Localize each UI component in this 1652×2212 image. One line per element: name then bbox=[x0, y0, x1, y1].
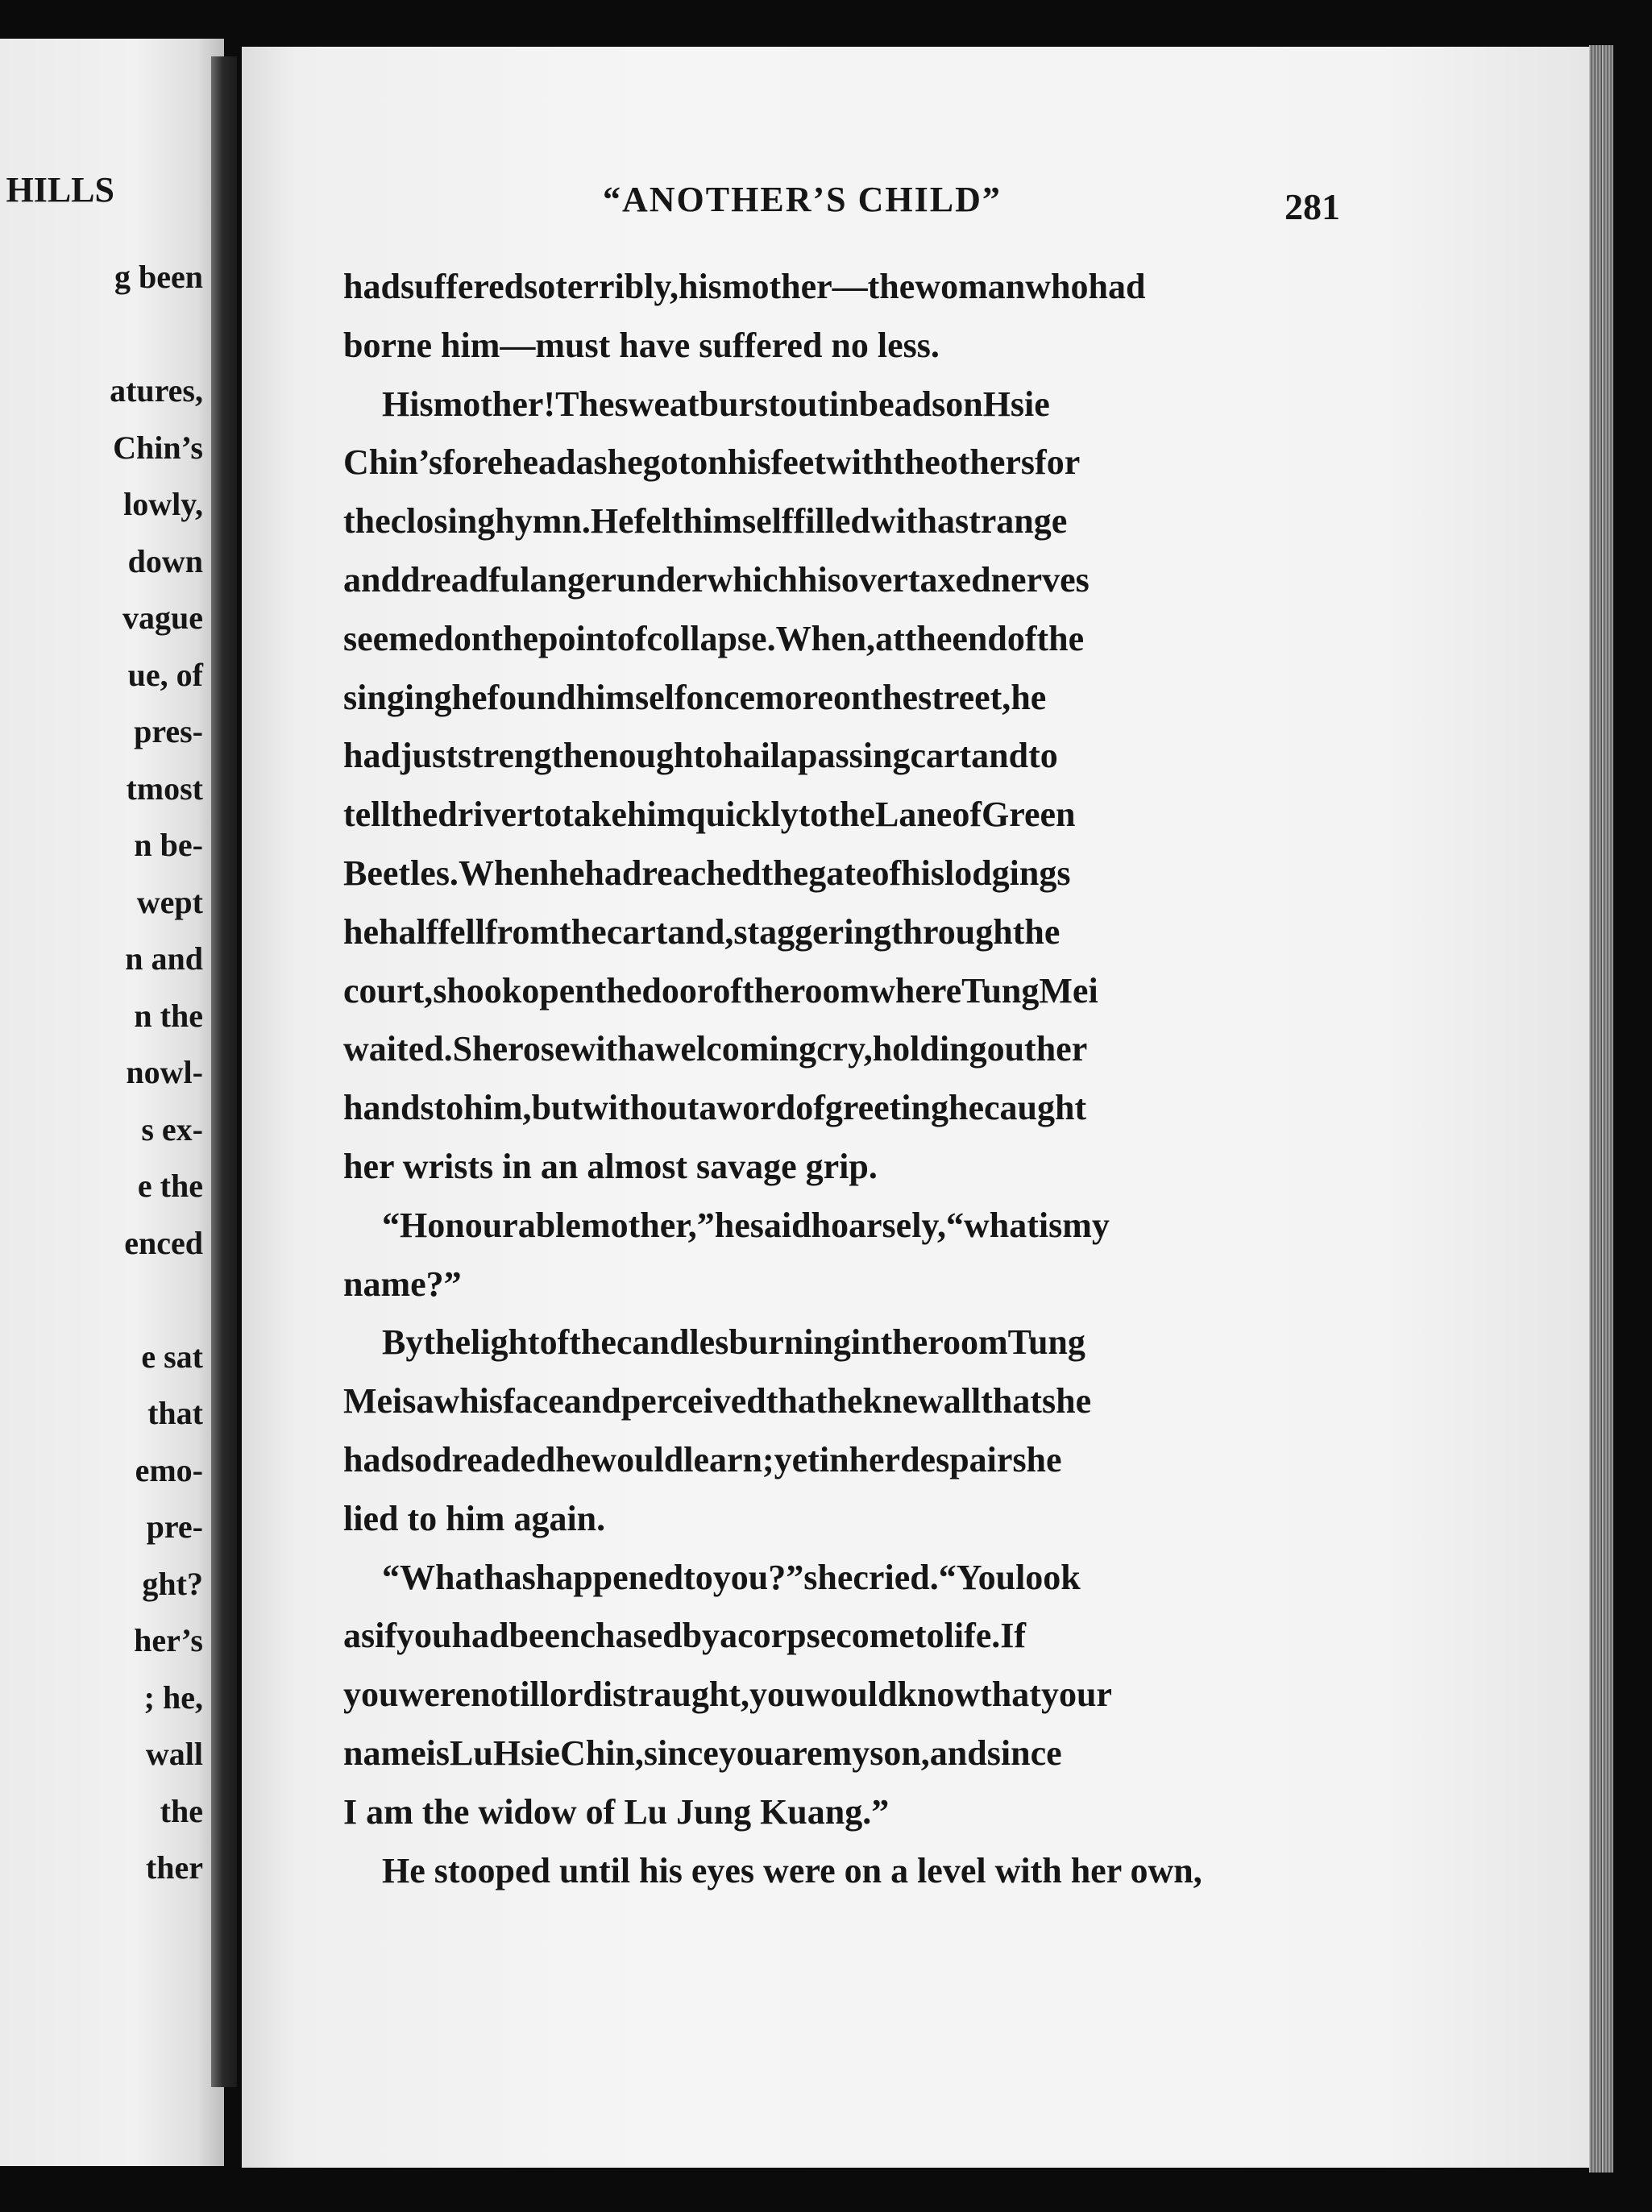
word: once bbox=[686, 677, 756, 717]
body-line bbox=[343, 1377, 1091, 1426]
left-page-line: n be- bbox=[134, 827, 203, 863]
word: yet bbox=[774, 1440, 820, 1480]
word: staggering bbox=[733, 911, 891, 952]
word: not bbox=[471, 1675, 521, 1715]
word: reached bbox=[641, 853, 762, 893]
word: a bbox=[699, 1088, 717, 1128]
word: in bbox=[850, 1322, 881, 1363]
left-page-line: pres- bbox=[134, 713, 203, 749]
word: from bbox=[485, 911, 560, 952]
word: burning bbox=[728, 1322, 851, 1363]
body-line bbox=[343, 1554, 1081, 1602]
word: tell bbox=[343, 795, 391, 835]
word: knew bbox=[862, 1381, 944, 1421]
word: on bbox=[945, 384, 983, 424]
body-line: name?” bbox=[343, 1264, 462, 1304]
word: cart bbox=[606, 911, 668, 952]
word: and bbox=[343, 560, 401, 600]
word: mother,” bbox=[580, 1205, 715, 1245]
word: point bbox=[538, 618, 617, 658]
word: his bbox=[798, 560, 841, 600]
word: know bbox=[897, 1675, 981, 1715]
left-page-line: that bbox=[147, 1395, 203, 1431]
left-page-line: e the bbox=[137, 1168, 203, 1204]
word: but bbox=[531, 1088, 583, 1128]
word: felt bbox=[633, 501, 683, 542]
body-line bbox=[343, 497, 1067, 546]
word: sweat bbox=[614, 384, 699, 424]
body-line bbox=[343, 1025, 1087, 1073]
word: room bbox=[928, 1322, 1008, 1363]
word: and, bbox=[667, 911, 734, 952]
left-page-line: her’s bbox=[134, 1622, 203, 1658]
word: my bbox=[1062, 1205, 1110, 1245]
word: he bbox=[343, 911, 379, 952]
word: of bbox=[616, 618, 647, 658]
word: By bbox=[382, 1322, 424, 1363]
word: of bbox=[795, 1088, 825, 1128]
word: you bbox=[396, 1616, 452, 1656]
word: distraught, bbox=[583, 1675, 749, 1715]
word: of bbox=[712, 970, 743, 1011]
word: light bbox=[471, 1322, 540, 1363]
word: hands bbox=[343, 1088, 434, 1128]
word: that bbox=[980, 1675, 1041, 1715]
word: in bbox=[828, 384, 859, 424]
word: a bbox=[720, 1616, 738, 1656]
word: my bbox=[822, 1733, 870, 1773]
word: nerves bbox=[990, 560, 1090, 600]
word: are bbox=[774, 1733, 823, 1773]
word: Chin’s bbox=[343, 442, 443, 483]
word: as bbox=[343, 1616, 376, 1656]
word: chased bbox=[579, 1616, 683, 1656]
word: if bbox=[375, 1616, 397, 1656]
word: his bbox=[901, 853, 944, 893]
word: caught bbox=[983, 1088, 1087, 1128]
word: court, bbox=[343, 970, 434, 1011]
word: to bbox=[434, 1088, 464, 1128]
word: saw bbox=[402, 1381, 460, 1421]
word: a bbox=[937, 501, 955, 542]
page-number: 281 bbox=[1285, 186, 1340, 227]
body-line bbox=[343, 1729, 1062, 1778]
word: rose bbox=[508, 1029, 571, 1069]
word: had bbox=[343, 1440, 401, 1480]
word: so bbox=[524, 267, 556, 306]
word: to bbox=[693, 736, 724, 776]
word: closing bbox=[390, 501, 496, 542]
body-line bbox=[343, 1084, 1086, 1132]
word: waited. bbox=[343, 1029, 453, 1069]
word: which bbox=[707, 560, 799, 600]
word: “What bbox=[382, 1557, 485, 1597]
word: His bbox=[382, 384, 434, 424]
word: ill bbox=[520, 1675, 550, 1715]
word: “what bbox=[946, 1205, 1039, 1245]
word: of bbox=[539, 1322, 570, 1363]
word: the bbox=[742, 970, 790, 1011]
body-line bbox=[343, 263, 1145, 311]
word: he bbox=[714, 1205, 750, 1245]
body-line bbox=[343, 967, 1098, 1015]
word: singing bbox=[343, 677, 452, 717]
body-line bbox=[343, 556, 1090, 604]
word: with bbox=[570, 1029, 637, 1069]
word: would bbox=[804, 1675, 898, 1715]
word: strength bbox=[457, 736, 583, 776]
word: under bbox=[616, 560, 708, 600]
word: on bbox=[832, 677, 871, 717]
word: at bbox=[875, 618, 905, 658]
word: and bbox=[563, 1381, 621, 1421]
word: hail bbox=[723, 736, 781, 776]
body-line bbox=[343, 908, 1060, 957]
word: passing bbox=[798, 736, 911, 776]
word: Lane bbox=[874, 795, 953, 835]
word: been bbox=[508, 1616, 580, 1656]
left-page-line: atures, bbox=[110, 372, 203, 409]
left-page-line: e sat bbox=[141, 1338, 203, 1375]
word: the bbox=[390, 795, 438, 835]
word: he bbox=[827, 1381, 863, 1421]
word: he bbox=[555, 1440, 591, 1480]
word: that bbox=[981, 1381, 1042, 1421]
word: had bbox=[343, 267, 401, 306]
word: forehead bbox=[442, 442, 576, 483]
word: collapse. bbox=[646, 618, 776, 658]
word: in bbox=[819, 1440, 849, 1480]
word: without bbox=[583, 1088, 699, 1128]
body-line: He stooped until his eyes were on a level with her own, bbox=[382, 1850, 1202, 1890]
word: filled bbox=[793, 501, 870, 542]
word: The bbox=[555, 384, 615, 424]
word: to bbox=[1028, 736, 1058, 776]
word: greeting bbox=[824, 1088, 948, 1128]
word: she bbox=[1042, 1381, 1092, 1421]
word: has bbox=[484, 1557, 536, 1597]
word: the bbox=[491, 618, 538, 658]
word: anger bbox=[529, 560, 617, 600]
word: would bbox=[591, 1440, 684, 1480]
word: name bbox=[343, 1733, 426, 1773]
word: Green bbox=[981, 795, 1076, 835]
word: seemed bbox=[343, 618, 454, 658]
word: to bbox=[798, 795, 828, 835]
word: despair bbox=[900, 1440, 1013, 1480]
body-line bbox=[343, 1201, 1110, 1250]
word: for bbox=[1035, 442, 1081, 483]
word: to bbox=[532, 795, 562, 835]
word: If bbox=[1000, 1616, 1027, 1656]
body-line bbox=[343, 1612, 1026, 1660]
left-page-line: g been bbox=[114, 259, 203, 295]
word: where bbox=[870, 970, 962, 1011]
word: Chin, bbox=[559, 1733, 644, 1773]
body-line: her wrists in an almost savage grip. bbox=[343, 1147, 878, 1186]
word: end bbox=[952, 618, 1007, 658]
word: the bbox=[343, 501, 391, 542]
word: the bbox=[1036, 618, 1085, 658]
word: feet bbox=[770, 442, 826, 483]
word: since bbox=[643, 1733, 719, 1773]
word: Hsie bbox=[492, 1733, 560, 1773]
body-line bbox=[343, 674, 1046, 722]
left-page-line: ; he, bbox=[143, 1679, 203, 1716]
word: since bbox=[986, 1733, 1062, 1773]
word: you bbox=[343, 1675, 399, 1715]
body-line bbox=[343, 380, 1050, 429]
word: “You bbox=[938, 1557, 1016, 1597]
word: you?” bbox=[712, 1557, 804, 1597]
word: half bbox=[379, 911, 438, 952]
left-page-line: pre- bbox=[146, 1509, 203, 1545]
word: dreadful bbox=[400, 560, 530, 600]
word: fell bbox=[438, 911, 485, 952]
left-page-line: vague bbox=[122, 600, 203, 636]
word: beads bbox=[858, 384, 946, 424]
word: candles bbox=[616, 1322, 729, 1363]
left-page-line: Chin’s bbox=[113, 429, 203, 466]
left-page-line: the bbox=[160, 1792, 203, 1829]
word: the bbox=[870, 677, 919, 717]
word: is bbox=[425, 1733, 450, 1773]
word: look bbox=[1015, 1557, 1081, 1597]
word: on bbox=[690, 442, 728, 483]
word: the bbox=[1012, 911, 1061, 952]
word: she bbox=[1012, 1440, 1062, 1480]
word: Tung bbox=[961, 970, 1040, 1011]
word: had bbox=[1088, 267, 1146, 306]
word: open bbox=[521, 970, 595, 1011]
body-line bbox=[343, 791, 1075, 839]
word: more bbox=[755, 677, 833, 717]
word: himself bbox=[575, 677, 687, 717]
word: by bbox=[682, 1616, 720, 1656]
word: she bbox=[803, 1557, 853, 1597]
page-edges bbox=[1589, 45, 1613, 2173]
word: others bbox=[940, 442, 1036, 483]
word: he bbox=[451, 677, 488, 717]
word: hymn. bbox=[495, 501, 591, 542]
body-line bbox=[343, 1436, 1062, 1484]
word: his bbox=[459, 1381, 504, 1421]
word: word bbox=[716, 1088, 796, 1128]
word: that bbox=[766, 1381, 828, 1421]
body-line bbox=[343, 1318, 1085, 1367]
word: to bbox=[914, 1616, 944, 1656]
word: her bbox=[849, 1440, 901, 1480]
running-head: “ANOTHER’S CHILD” bbox=[603, 180, 1002, 219]
word: had bbox=[343, 736, 401, 776]
left-page-line: n the bbox=[134, 997, 203, 1034]
word: him, bbox=[463, 1088, 532, 1128]
word: he bbox=[549, 853, 585, 893]
word: When bbox=[458, 853, 550, 893]
word: burst bbox=[699, 384, 780, 424]
word: himself bbox=[683, 501, 794, 542]
body-line bbox=[343, 849, 1070, 898]
word: him bbox=[626, 795, 687, 835]
word: street, bbox=[918, 677, 1011, 717]
word: suffered bbox=[400, 267, 525, 306]
left-page-line: wept bbox=[136, 883, 203, 920]
word: the bbox=[904, 618, 953, 658]
body-line: lied to him again. bbox=[343, 1498, 606, 1538]
word: She bbox=[452, 1029, 508, 1069]
word: her bbox=[1036, 1029, 1088, 1069]
left-page-line: ght? bbox=[142, 1565, 203, 1602]
word: a bbox=[637, 1029, 655, 1069]
word: had bbox=[451, 1616, 509, 1656]
word: son, bbox=[870, 1733, 930, 1773]
word: Hsie bbox=[982, 384, 1050, 424]
word: door bbox=[641, 970, 713, 1011]
body-line bbox=[343, 615, 1084, 663]
left-page-line: wall bbox=[145, 1736, 203, 1772]
word: had bbox=[584, 853, 642, 893]
left-page-line: ue, of bbox=[127, 656, 203, 693]
word: happened bbox=[535, 1557, 684, 1597]
word: of bbox=[871, 853, 902, 893]
word: When, bbox=[775, 618, 876, 658]
word: found bbox=[487, 677, 576, 717]
word: he bbox=[948, 1088, 984, 1128]
word: the bbox=[761, 853, 809, 893]
word: woman bbox=[915, 267, 1026, 306]
word: the bbox=[880, 1322, 928, 1363]
word: out bbox=[986, 1029, 1036, 1069]
word: of bbox=[1007, 618, 1037, 658]
word: holding bbox=[872, 1029, 987, 1069]
word: mother! bbox=[433, 384, 556, 424]
word: learn; bbox=[683, 1440, 774, 1480]
word: on bbox=[453, 618, 492, 658]
word: strange bbox=[955, 501, 1068, 542]
word: hoarsely, bbox=[811, 1205, 946, 1245]
word: Beetles. bbox=[343, 853, 459, 893]
word: he bbox=[607, 442, 643, 483]
left-page-line: ther bbox=[145, 1849, 203, 1886]
word: he bbox=[1011, 677, 1047, 717]
word: Mei bbox=[1039, 970, 1098, 1011]
word: face bbox=[503, 1381, 564, 1421]
body-line bbox=[343, 1670, 1112, 1719]
word: “Honourable bbox=[382, 1205, 581, 1245]
left-page-line: down bbox=[127, 542, 203, 579]
word: shook bbox=[433, 970, 522, 1011]
word: terribly, bbox=[555, 267, 679, 306]
word: just bbox=[400, 736, 458, 776]
word: with bbox=[825, 442, 894, 483]
left-running-head: HILLS bbox=[6, 170, 114, 210]
word: gate bbox=[808, 853, 872, 893]
word: his bbox=[678, 267, 722, 306]
word: is bbox=[1038, 1205, 1063, 1245]
word: enough bbox=[583, 736, 694, 776]
word: He bbox=[590, 501, 634, 542]
word: through bbox=[890, 911, 1013, 952]
left-page-line: lowly, bbox=[123, 486, 203, 522]
word: the bbox=[828, 795, 875, 835]
left-page-line: s ex- bbox=[141, 1110, 203, 1148]
word: a bbox=[780, 736, 799, 776]
word: life. bbox=[944, 1616, 1001, 1656]
word: quickly bbox=[686, 795, 799, 835]
body-line: borne him—must have suffered no less. bbox=[343, 325, 940, 365]
word: Tung bbox=[1007, 1322, 1085, 1363]
word: or bbox=[549, 1675, 583, 1715]
left-page-line: enced bbox=[124, 1224, 203, 1261]
word: dreaded bbox=[432, 1440, 556, 1480]
left-page-line: nowl- bbox=[126, 1054, 203, 1090]
word: cried. bbox=[853, 1557, 939, 1597]
word: perceived bbox=[621, 1381, 766, 1421]
word: his bbox=[727, 442, 771, 483]
word: with bbox=[870, 501, 937, 542]
word: out bbox=[779, 384, 829, 424]
word: the bbox=[594, 970, 642, 1011]
word: the bbox=[423, 1322, 471, 1363]
left-page-line: tmost bbox=[126, 770, 203, 807]
body-line bbox=[343, 438, 1080, 487]
word: room bbox=[789, 970, 870, 1011]
word: you bbox=[749, 1675, 805, 1715]
word: of bbox=[952, 795, 982, 835]
word: lodgings bbox=[944, 853, 1071, 893]
word: your bbox=[1040, 1675, 1112, 1715]
word: cry, bbox=[816, 1029, 873, 1069]
word: to bbox=[683, 1557, 713, 1597]
word: take bbox=[562, 795, 627, 835]
word: all bbox=[943, 1381, 982, 1421]
word: and bbox=[929, 1733, 987, 1773]
word: got bbox=[642, 442, 691, 483]
word: cart bbox=[910, 736, 972, 776]
word: and bbox=[971, 736, 1029, 776]
book-gutter bbox=[211, 56, 237, 2087]
word: the bbox=[569, 1322, 616, 1363]
word: were bbox=[398, 1675, 471, 1715]
left-page bbox=[0, 39, 224, 2166]
word: welcoming bbox=[654, 1029, 817, 1069]
word: who bbox=[1025, 267, 1089, 306]
word: as bbox=[575, 442, 608, 483]
word: Mei bbox=[343, 1381, 403, 1421]
word: you bbox=[718, 1733, 774, 1773]
word: so bbox=[400, 1440, 433, 1480]
word: mother—the bbox=[721, 267, 915, 306]
body-line bbox=[343, 732, 1058, 780]
word: the bbox=[893, 442, 940, 483]
word: the bbox=[559, 911, 607, 952]
left-page-line: emo- bbox=[135, 1451, 203, 1488]
word: said bbox=[749, 1205, 811, 1245]
word: corpse bbox=[737, 1616, 836, 1656]
body-line: I am the widow of Lu Jung Kuang.” bbox=[343, 1791, 890, 1832]
left-page-line: n and bbox=[125, 940, 203, 977]
word: driver bbox=[438, 795, 533, 835]
word: overtaxed bbox=[841, 560, 991, 600]
word: come bbox=[836, 1616, 915, 1656]
word: Lu bbox=[450, 1733, 493, 1773]
